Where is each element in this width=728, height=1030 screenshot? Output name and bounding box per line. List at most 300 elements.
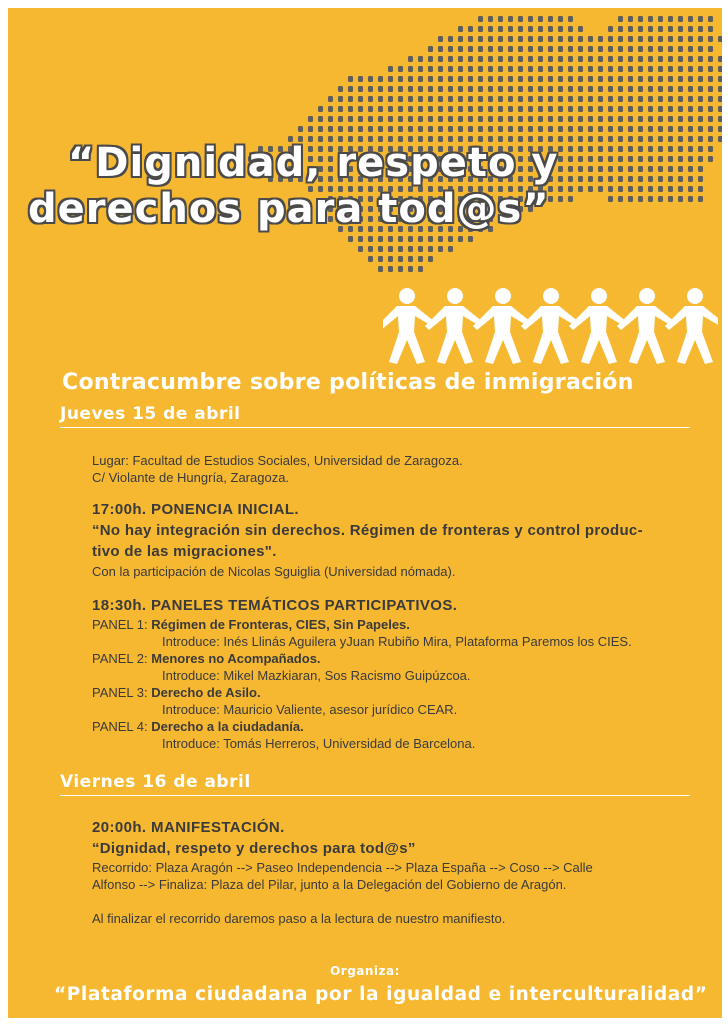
map-dot	[558, 196, 563, 202]
map-dot	[618, 136, 623, 142]
map-dot	[568, 156, 573, 162]
map-dot	[518, 126, 523, 132]
map-dot	[408, 56, 413, 62]
panel-1-intro: Introduce: Inés Llinás Aguilera yJuan Rubiño Mira, Plataforma Paremos los CIES.	[162, 634, 632, 649]
map-dot	[658, 116, 663, 122]
map-dot	[628, 146, 633, 152]
map-dot	[388, 106, 393, 112]
map-dot	[648, 136, 653, 142]
map-dot	[668, 156, 673, 162]
map-dot	[648, 46, 653, 52]
map-dot	[378, 106, 383, 112]
map-dot	[588, 86, 593, 92]
map-dot	[548, 56, 553, 62]
map-dot	[648, 166, 653, 172]
map-dot	[398, 256, 403, 262]
map-dot	[618, 166, 623, 172]
map-dot	[498, 86, 503, 92]
map-dot	[688, 96, 693, 102]
map-dot	[348, 236, 353, 242]
map-dot	[578, 136, 583, 142]
map-dot	[578, 76, 583, 82]
map-dot	[618, 186, 623, 192]
map-dot	[378, 256, 383, 262]
map-dot	[708, 126, 713, 132]
map-dot	[428, 116, 433, 122]
people-chain-icon	[383, 286, 718, 366]
map-dot	[668, 116, 673, 122]
map-dot	[598, 66, 603, 72]
map-dot	[498, 66, 503, 72]
map-dot	[658, 26, 663, 32]
march-section	[92, 818, 702, 927]
map-dot	[378, 236, 383, 242]
map-dot	[528, 46, 533, 52]
map-dot	[438, 126, 443, 132]
map-dot	[498, 126, 503, 132]
panel-3-intro: Introduce: Mauricio Valiente, asesor jurídico CEAR.	[162, 702, 458, 717]
map-dot	[558, 126, 563, 132]
map-dot	[608, 56, 613, 62]
map-dot	[468, 36, 473, 42]
map-dot	[378, 116, 383, 122]
map-dot	[708, 106, 713, 112]
map-dot	[698, 66, 703, 72]
map-dot	[658, 166, 663, 172]
map-dot	[678, 156, 683, 162]
map-dot	[578, 146, 583, 152]
map-dot	[678, 46, 683, 52]
map-dot	[438, 106, 443, 112]
map-dot	[518, 36, 523, 42]
map-dot	[608, 46, 613, 52]
map-dot	[518, 106, 523, 112]
map-dot	[548, 116, 553, 122]
map-dot	[668, 106, 673, 112]
map-dot	[618, 196, 623, 202]
map-dot	[698, 86, 703, 92]
map-dot	[548, 86, 553, 92]
map-dot	[418, 246, 423, 252]
map-dot	[708, 66, 713, 72]
map-dot	[678, 186, 683, 192]
map-dot	[558, 56, 563, 62]
map-dot	[688, 36, 693, 42]
map-dot	[688, 126, 693, 132]
map-dot	[508, 76, 513, 82]
map-dot	[688, 196, 693, 202]
map-dot	[618, 106, 623, 112]
map-dot	[468, 66, 473, 72]
map-dot	[458, 106, 463, 112]
map-dot	[358, 236, 363, 242]
map-dot	[388, 236, 393, 242]
map-dot	[398, 126, 403, 132]
map-dot	[608, 146, 613, 152]
map-dot	[378, 76, 383, 82]
map-dot	[538, 26, 543, 32]
map-dot	[388, 266, 393, 272]
map-dot	[718, 116, 722, 122]
map-dot	[638, 176, 643, 182]
map-dot	[668, 26, 673, 32]
map-dot	[438, 86, 443, 92]
map-dot	[678, 196, 683, 202]
map-dot	[558, 156, 563, 162]
map-dot	[368, 96, 373, 102]
map-dot	[528, 126, 533, 132]
map-dot	[368, 76, 373, 82]
map-dot	[648, 196, 653, 202]
map-dot	[708, 56, 713, 62]
map-dot	[638, 106, 643, 112]
panel-2	[92, 650, 702, 667]
map-dot	[618, 176, 623, 182]
map-dot	[568, 96, 573, 102]
map-dot	[708, 46, 713, 52]
map-dot	[648, 126, 653, 132]
map-dot	[388, 126, 393, 132]
map-dot	[558, 36, 563, 42]
map-dot	[418, 56, 423, 62]
map-dot	[558, 166, 563, 172]
map-dot	[608, 156, 613, 162]
map-dot	[608, 106, 613, 112]
map-dot	[648, 66, 653, 72]
map-dot	[688, 56, 693, 62]
map-dot	[578, 66, 583, 72]
map-dot	[568, 56, 573, 62]
map-dot	[508, 56, 513, 62]
map-dot	[618, 56, 623, 62]
map-dot	[578, 166, 583, 172]
map-dot	[628, 106, 633, 112]
map-dot	[578, 86, 583, 92]
map-dot	[698, 196, 703, 202]
map-dot	[598, 136, 603, 142]
map-dot	[488, 106, 493, 112]
map-dot	[658, 106, 663, 112]
map-dot	[598, 106, 603, 112]
map-dot	[528, 96, 533, 102]
map-dot	[688, 186, 693, 192]
map-dot	[678, 16, 683, 22]
map-dot	[658, 136, 663, 142]
map-dot	[668, 146, 673, 152]
map-dot	[478, 106, 483, 112]
map-dot	[678, 86, 683, 92]
map-dot	[588, 56, 593, 62]
map-dot	[668, 166, 673, 172]
map-dot	[518, 46, 523, 52]
map-dot	[658, 56, 663, 62]
map-dot	[418, 76, 423, 82]
map-dot	[618, 156, 623, 162]
map-dot	[628, 156, 633, 162]
map-dot	[508, 96, 513, 102]
map-dot	[488, 76, 493, 82]
map-dot	[378, 266, 383, 272]
map-dot	[598, 146, 603, 152]
map-dot	[408, 76, 413, 82]
map-dot	[718, 136, 722, 142]
map-dot	[638, 76, 643, 82]
map-dot	[628, 16, 633, 22]
map-dot	[718, 66, 722, 72]
map-dot	[598, 126, 603, 132]
map-dot	[558, 96, 563, 102]
map-dot	[478, 96, 483, 102]
map-dot	[298, 126, 303, 132]
map-dot	[558, 76, 563, 82]
map-dot	[678, 76, 683, 82]
map-dot	[458, 236, 463, 242]
map-dot	[698, 56, 703, 62]
map-dot	[448, 126, 453, 132]
map-dot	[568, 196, 573, 202]
map-dot	[388, 76, 393, 82]
map-dot	[528, 116, 533, 122]
map-dot	[688, 76, 693, 82]
map-dot	[538, 66, 543, 72]
map-dot	[518, 26, 523, 32]
map-dot	[598, 86, 603, 92]
map-dot	[358, 116, 363, 122]
map-dot	[438, 116, 443, 122]
panel-4-title: Derecho a la ciudadanía.	[151, 719, 304, 734]
map-dot	[518, 56, 523, 62]
map-dot	[448, 66, 453, 72]
map-dot	[658, 66, 663, 72]
map-dot	[478, 116, 483, 122]
map-dot	[698, 16, 703, 22]
map-dot	[558, 116, 563, 122]
map-dot	[338, 126, 343, 132]
map-dot	[598, 186, 603, 192]
map-dot	[718, 96, 722, 102]
map-dot	[328, 126, 333, 132]
map-dot	[588, 126, 593, 132]
map-dot	[488, 36, 493, 42]
ponencia-quote-line-1: “No hay integración sin derechos. Régimen de fronteras y control produc-	[92, 522, 643, 539]
map-dot	[378, 126, 383, 132]
map-dot	[528, 106, 533, 112]
map-dot	[628, 26, 633, 32]
map-dot	[678, 66, 683, 72]
panel-1	[92, 616, 702, 633]
map-dot	[708, 36, 713, 42]
map-dot	[408, 126, 413, 132]
map-dot	[498, 46, 503, 52]
map-dot	[358, 86, 363, 92]
map-dot	[438, 46, 443, 52]
map-dot	[598, 176, 603, 182]
map-dot	[568, 46, 573, 52]
map-dot	[578, 106, 583, 112]
map-dot	[688, 16, 693, 22]
map-dot	[368, 256, 373, 262]
map-dot	[548, 76, 553, 82]
map-dot	[668, 126, 673, 132]
map-dot	[488, 116, 493, 122]
map-dot	[568, 66, 573, 72]
map-dot	[628, 66, 633, 72]
map-dot	[588, 106, 593, 112]
map-dot	[718, 76, 722, 82]
map-dot	[658, 16, 663, 22]
map-dot	[668, 86, 673, 92]
map-dot	[368, 126, 373, 132]
map-dot	[598, 56, 603, 62]
map-dot	[338, 116, 343, 122]
map-dot	[538, 96, 543, 102]
map-dot	[428, 86, 433, 92]
map-dot	[588, 136, 593, 142]
map-dot	[628, 116, 633, 122]
map-dot	[468, 116, 473, 122]
map-dot	[398, 246, 403, 252]
panel-3-title: Derecho de Asilo.	[151, 685, 261, 700]
map-dot	[578, 176, 583, 182]
map-dot	[648, 76, 653, 82]
map-dot	[718, 106, 722, 112]
map-dot	[598, 96, 603, 102]
map-dot	[588, 186, 593, 192]
map-dot	[688, 146, 693, 152]
map-dot	[398, 66, 403, 72]
map-dot	[368, 86, 373, 92]
map-dot	[368, 236, 373, 242]
map-dot	[438, 56, 443, 62]
map-dot	[688, 156, 693, 162]
map-dot	[388, 86, 393, 92]
map-dot	[388, 66, 393, 72]
map-dot	[698, 176, 703, 182]
map-dot	[688, 136, 693, 142]
map-dot	[428, 246, 433, 252]
map-dot	[668, 76, 673, 82]
map-dot	[708, 146, 713, 152]
map-dot	[538, 76, 543, 82]
venue-line-1: Lugar: Facultad de Estudios Sociales, Universidad de Zaragoza.	[92, 453, 463, 468]
map-dot	[518, 96, 523, 102]
closing-note: Al finalizar el recorrido daremos paso a la lectura de nuestro manifiesto.	[92, 911, 506, 926]
map-dot	[448, 46, 453, 52]
map-dot	[618, 126, 623, 132]
map-dot	[598, 46, 603, 52]
map-dot	[398, 106, 403, 112]
map-dot	[418, 236, 423, 242]
map-dot	[658, 46, 663, 52]
map-dot	[698, 146, 703, 152]
map-dot	[438, 236, 443, 242]
map-dot	[678, 56, 683, 62]
map-dot	[488, 16, 493, 22]
map-dot	[548, 16, 553, 22]
panel-2-label: PANEL 2:	[92, 651, 148, 666]
map-dot	[658, 156, 663, 162]
map-dot	[628, 56, 633, 62]
map-dot	[698, 126, 703, 132]
map-dot	[368, 106, 373, 112]
map-dot	[608, 186, 613, 192]
map-dot	[508, 126, 513, 132]
map-dot	[678, 126, 683, 132]
map-dot	[568, 116, 573, 122]
map-dot	[558, 186, 563, 192]
map-dot	[518, 66, 523, 72]
map-dot	[378, 246, 383, 252]
map-dot	[448, 36, 453, 42]
map-dot	[488, 86, 493, 92]
map-dot	[608, 116, 613, 122]
map-dot	[398, 76, 403, 82]
map-dot	[608, 86, 613, 92]
map-dot	[428, 236, 433, 242]
map-dot	[668, 66, 673, 72]
map-dot	[708, 86, 713, 92]
map-dot	[418, 126, 423, 132]
map-dot	[508, 46, 513, 52]
map-dot	[438, 76, 443, 82]
map-dot	[498, 36, 503, 42]
map-dot	[388, 116, 393, 122]
map-dot	[608, 166, 613, 172]
map-dot	[558, 136, 563, 142]
map-dot	[318, 106, 323, 112]
map-dot	[478, 86, 483, 92]
map-dot	[658, 76, 663, 82]
map-dot	[628, 136, 633, 142]
panel-1-label: PANEL 1:	[92, 617, 148, 632]
map-dot	[398, 116, 403, 122]
map-dot	[658, 176, 663, 182]
map-dot	[468, 96, 473, 102]
map-dot	[518, 86, 523, 92]
map-dot	[678, 106, 683, 112]
map-dot	[698, 106, 703, 112]
map-dot	[558, 106, 563, 112]
map-dot	[428, 66, 433, 72]
map-dot	[468, 26, 473, 32]
map-dot	[458, 26, 463, 32]
map-dot	[558, 86, 563, 92]
ponencia-title: 17:00h. PONENCIA INICIAL.	[92, 501, 299, 518]
map-dot	[698, 46, 703, 52]
map-dot	[568, 76, 573, 82]
map-dot	[458, 56, 463, 62]
map-dot	[568, 136, 573, 142]
map-dot	[618, 36, 623, 42]
map-dot	[368, 246, 373, 252]
map-dot	[678, 26, 683, 32]
map-dot	[648, 186, 653, 192]
map-dot	[688, 116, 693, 122]
map-dot	[638, 116, 643, 122]
map-dot	[448, 106, 453, 112]
map-dot	[318, 126, 323, 132]
map-dot	[678, 176, 683, 182]
map-dot	[478, 26, 483, 32]
map-dot	[408, 256, 413, 262]
map-dot	[618, 96, 623, 102]
map-dot	[448, 76, 453, 82]
map-dot	[498, 56, 503, 62]
map-dot	[638, 26, 643, 32]
map-dot	[608, 126, 613, 132]
map-dot	[458, 126, 463, 132]
map-dot	[718, 86, 722, 92]
